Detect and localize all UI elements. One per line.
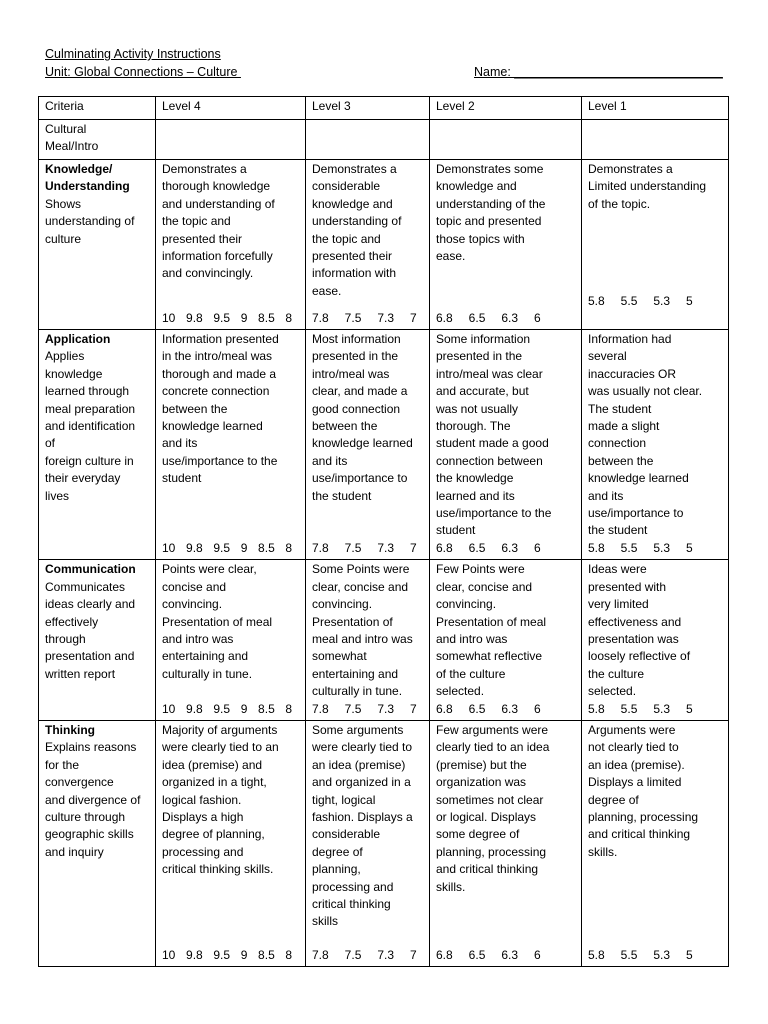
score-scale: 7.8 7.5 7.3 7 [312,701,417,716]
name-field[interactable]: Name: ______________________________ [474,65,723,79]
level-4-cell [156,560,306,721]
table-row [39,560,729,721]
level-descriptor: Some Points were clear, concise and convincing. Presentation of meal and intro was somewhat entertaining and culturally in tune. [312,562,413,699]
level-4-cell [156,160,306,330]
table-row [39,120,729,160]
criteria-cell [39,330,156,560]
level-descriptor: Arguments were not clearly tied to an idea (premise). Displays a limited degree of planning, processing and critical thinking skills. [588,722,699,859]
criteria-description: Explains reasons for the convergence and divergence of culture through geographic skills and inquiry [45,740,141,859]
header-row [39,97,729,120]
level-descriptor: Few Points were clear, concise and convincing. Presentation of meal and intro was somewhat reflective of the culture selected. [436,562,547,699]
score-scale: 5.8 5.5 5.3 5 [588,293,693,308]
level-3-cell [306,330,430,560]
column-header-level-1: Level 1 [582,97,729,120]
score-scale: 10 9.8 9.5 9 8.5 8 [162,310,293,325]
level-descriptor: Demonstrates a thorough knowledge and understanding of the topic and presented their information forcefully and convincingly. [162,162,275,281]
criteria-title: Application [45,332,111,346]
criteria-title: Knowledge/ Understanding [45,162,130,194]
level-1-cell [582,120,729,160]
level-1-cell [582,330,729,560]
score-scale: 5.8 5.5 5.3 5 [588,701,693,716]
level-descriptor: Information had several inaccuracies OR was usually not clear. The student made a slight connection between the knowledge learned and its use/importance to the student [588,332,703,538]
level-2-cell [430,160,582,330]
level-3-cell [306,560,430,721]
level-4-cell [156,120,306,160]
level-descriptor: Information presented in the intro/meal was thorough and made a concrete connection between the knowledge learned and its use/importance to the student [162,332,279,486]
level-2-cell [430,720,582,966]
level-3-cell [306,720,430,966]
level-2-cell [430,120,582,160]
criteria-cell [39,120,156,160]
criteria-description: Communicates ideas clearly and effectively through presentation and written report [45,579,136,681]
criteria-cell [39,560,156,721]
score-scale: 7.8 7.5 7.3 7 [312,540,417,555]
score-scale: 5.8 5.5 5.3 5 [588,540,693,555]
score-scale: 10 9.8 9.5 9 8.5 8 [162,701,293,716]
criteria-title: Communication [45,562,136,577]
column-header-criteria: Criteria [39,97,156,120]
criteria-cell [39,160,156,330]
level-descriptor: Most information presented in the intro/meal was clear, and made a good connection between the knowledge learned and its use/importance to the student [312,332,413,503]
level-descriptor: Demonstrates a considerable knowledge and understanding of the topic and presented their information with ease. [312,162,402,298]
criteria-cell [39,720,156,966]
score-scale: 6.8 6.5 6.3 6 [436,701,541,716]
level-1-cell [582,720,729,966]
level-descriptor: Demonstrates a Limited understanding of the topic. [588,162,707,211]
score-scale: 6.8 6.5 6.3 6 [436,540,541,555]
score-scale: 10 9.8 9.5 9 8.5 8 [162,947,293,962]
level-descriptor: Majority of arguments were clearly tied to an idea (premise) and organized in a tight, logical fashion. Displays a high degree of planning, processing and critical thinking skills. [162,722,279,877]
level-2-cell [430,560,582,721]
level-descriptor: Points were clear, concise and convincing. Presentation of meal and intro was entertaining and culturally in tune. [162,562,273,681]
document-title: Culminating Activity Instructions [45,47,221,61]
table-row [39,160,729,330]
score-scale: 7.8 7.5 7.3 7 [312,310,417,325]
level-3-cell [306,160,430,330]
table-row [39,330,729,560]
level-4-cell [156,720,306,966]
level-descriptor: Ideas were presented with very limited effectiveness and presentation was loosely reflective of the culture selected. [588,562,691,699]
score-scale: 10 9.8 9.5 9 8.5 8 [162,540,293,555]
level-1-cell [582,160,729,330]
level-1-cell [582,560,729,721]
level-descriptor: Demonstrates some knowledge and understanding of the topic and presented those topics with ease. [436,162,546,264]
score-scale: 6.8 6.5 6.3 6 [436,310,541,325]
criteria-description: Applies knowledge learned through meal preparation and identification of foreign culture in their everyday lives [45,349,136,503]
level-2-cell [430,330,582,560]
level-4-cell [156,330,306,560]
score-scale: 6.8 6.5 6.3 6 [436,947,541,962]
column-header-level-4: Level 4 [156,97,306,120]
level-3-cell [306,120,430,160]
level-descriptor: Some information presented in the intro/meal was clear and accurate, but was not usually thorough. The student made a good connection between the knowledge learned and its use/importance to the student [436,332,552,538]
unit-label: Unit: Global Connections – Culture [45,65,241,79]
score-scale: 5.8 5.5 5.3 5 [588,947,693,962]
score-scale: 7.8 7.5 7.3 7 [312,947,417,962]
level-descriptor: Some arguments were clearly tied to an idea (premise) and organized in a tight, logical fashion. Displays a considerable degree of planning, processing and critical thinking skills [312,722,413,929]
criteria-title: Thinking [45,722,95,737]
criteria-description: Shows understanding of culture [45,196,135,246]
column-header-level-3: Level 3 [306,97,430,120]
level-descriptor: Few arguments were clearly tied to an idea (premise) but the organization was sometimes not clear or logical. Displays some degree of planning, processing and critical thinking skills. [436,722,550,894]
criteria-description: Cultural Meal/Intro [45,122,99,154]
table-row [39,720,729,966]
rubric-table [38,96,729,967]
column-header-level-2: Level 2 [430,97,582,120]
